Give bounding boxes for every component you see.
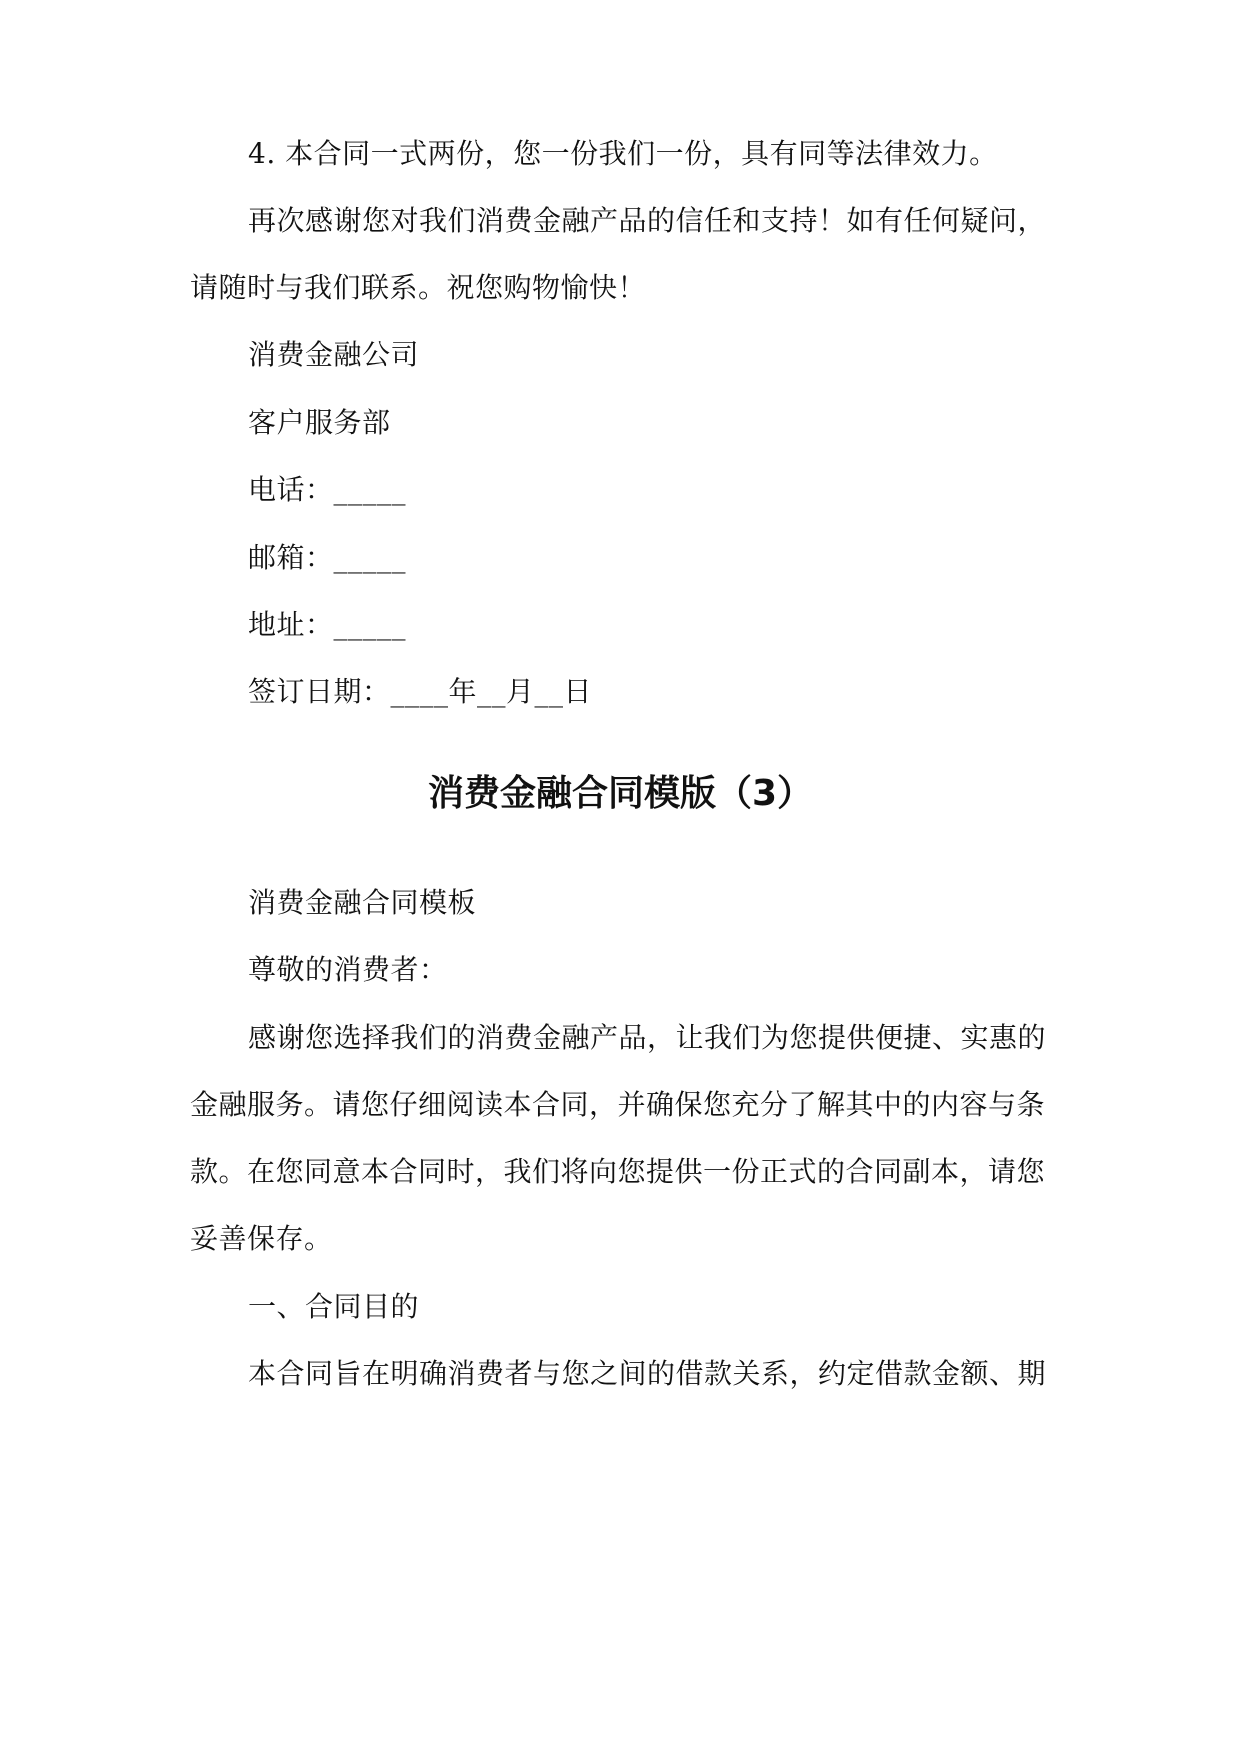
thanks-paragraph-line-1: 再次感谢您对我们消费金融产品的信任和支持！如有任何疑问， (248, 204, 1047, 237)
section-heading-purpose: 一、合同目的 (248, 1290, 420, 1323)
phone-field: 电话：_____ (248, 473, 407, 506)
department-name: 客户服务部 (248, 406, 391, 439)
purpose-paragraph-line-1: 本合同旨在明确消费者与您之间的借款关系，约定借款金额、期 (248, 1357, 1047, 1390)
section-title: 消费金融合同模版（3） (427, 773, 814, 814)
clause-item-4: 4. 本合同一式两份，您一份我们一份，具有同等法律效力。 (248, 137, 998, 170)
salutation: 尊敬的消费者： (248, 953, 448, 986)
intro-paragraph-line-3: 款。在您同意本合同时，我们将向您提供一份正式的合同副本，请您 (190, 1155, 1046, 1188)
intro-paragraph-line-2: 金融服务。请您仔细阅读本合同，并确保您充分了解其中的内容与条 (190, 1088, 1046, 1121)
sign-date-field: 签订日期：____年__月__日 (248, 675, 593, 708)
thanks-paragraph-line-2: 请随时与我们联系。祝您购物愉快！ (190, 271, 647, 304)
intro-paragraph-line-1: 感谢您选择我们的消费金融产品，让我们为您提供便捷、实惠的 (248, 1021, 1047, 1054)
company-name: 消费金融公司 (248, 338, 420, 371)
template-name: 消费金融合同模板 (248, 886, 477, 919)
intro-paragraph-line-4: 妥善保存。 (190, 1222, 333, 1255)
email-field: 邮箱：_____ (248, 541, 407, 574)
address-field: 地址：_____ (248, 608, 407, 641)
